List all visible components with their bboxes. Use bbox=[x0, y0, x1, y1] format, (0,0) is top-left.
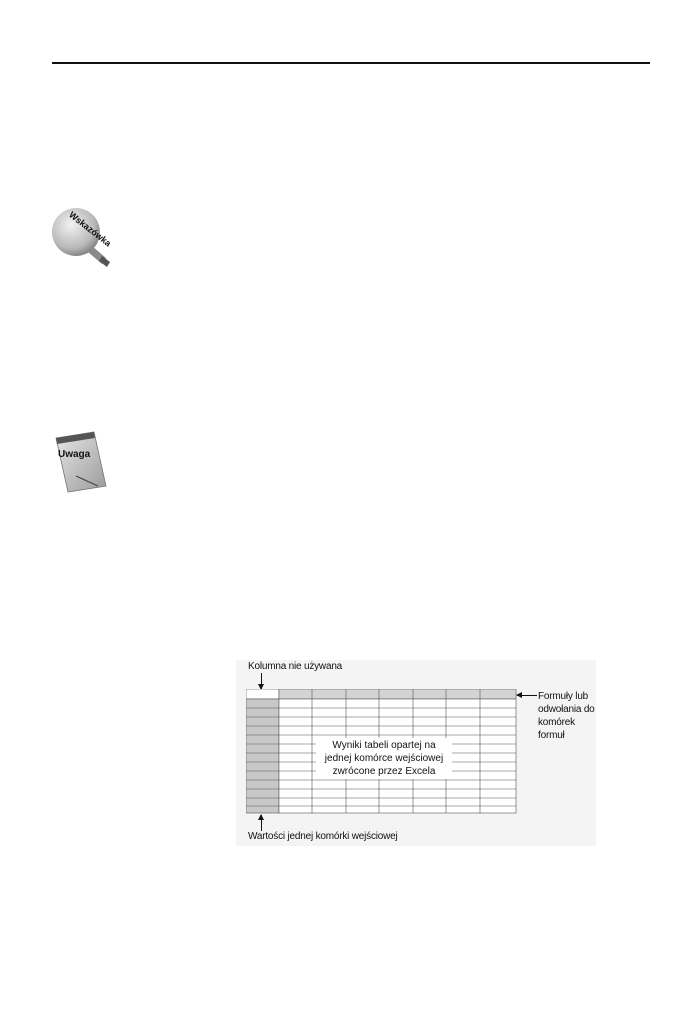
notepad-icon bbox=[50, 430, 114, 496]
left-arrow-icon bbox=[517, 695, 537, 696]
results-label: Wyniki tabeli opartej na jednej komórce wejściowej zwrócone przez Excela bbox=[316, 738, 452, 779]
lightbulb-icon bbox=[46, 206, 118, 268]
up-arrow-icon bbox=[261, 815, 262, 831]
note-label: Uwaga bbox=[58, 449, 91, 460]
data-table-figure bbox=[236, 660, 596, 846]
tip-label: Wskazówka bbox=[67, 209, 114, 249]
down-arrow-icon bbox=[261, 673, 262, 689]
unused-column-label: Kolumna nie używana bbox=[248, 661, 343, 672]
formulas-label: Formuły lub odwołania do komórek formuł bbox=[538, 691, 595, 741]
header-rule bbox=[52, 62, 650, 64]
input-values-label: Wartości jednej komórki wejściowej bbox=[248, 831, 398, 842]
